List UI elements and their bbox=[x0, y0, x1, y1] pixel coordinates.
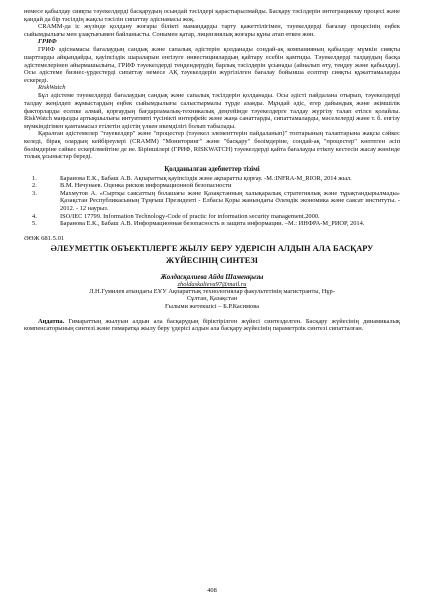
author-email-link[interactable]: zholdaskalieva97@mail.ru bbox=[177, 280, 247, 288]
reference-number: 3. bbox=[32, 189, 37, 197]
paragraph-4: Бұл әдістеме тәуекелдерді бағалаудың сандық және сапалық тәсілдерін қолданады. Осы әдісті пайдалана отырып, тәуекелдерді талдау жеңілдеп жұмыстардың еңбек сыйымдылығы салыстырмалы түрде азаяды. Мұндай әдіс, егер дайындық және әкімшілік факторларды есепке алмай, қорғаудың бағдарламалық-техникалық деңгейінде тәуекелдерге талдау жүргізу талап етілсе қолайлы. RiskWatch маңызды артықшылығы интуитивті түсінікті интерфейс және жаңа санаттарды, сипаттамаларды, мәселелерді және т. б. енгізу мүмкіндігімен қамтамасыз етілетін әдістің үлкен икемділігі болып табылады. bbox=[24, 92, 400, 130]
reference-number: 5. bbox=[32, 220, 37, 228]
abstract-text: Гимараттың жылуын алдын ала басқарудың біріктірілген жүйесі синтезделген. Басқару жүйесінің динамикалық компенсаторының синтезі және гимаратқа жылу беру үдерісі алдын ала басқару жүйесінің параметрлік синтезі сипатталған. bbox=[24, 317, 400, 333]
article-title-line-1: ӘЛЕУМЕТТІК ОБЪЕКТІЛЕРГЕ ЖЫЛУ БЕРУ УДЕРІСІН АЛДЫН АЛА БАСҚАРУ bbox=[50, 243, 374, 253]
reference-text: В.М. Нечунаев. Оценка рисков информационной безопасности bbox=[60, 182, 232, 190]
reference-item bbox=[24, 182, 400, 190]
paragraph-1: немесе қабылдау сияқты тәуекелдерді басқарудың осындай тәсілдері қарастырылмайды. Басқару тәсілдерін интеграциялау процесі және қандай да бір тәсілдің жақсы тәсілін сипаттау әдіснамасы жоқ. bbox=[24, 8, 400, 23]
reference-item bbox=[24, 220, 400, 228]
abstract-label: Аңдатпа. bbox=[38, 317, 65, 325]
supervisor: Ғылыми жетекшісі – Б.Р.Касимова bbox=[164, 303, 260, 311]
affiliation-line-2: Сұлтан, Қазақстан bbox=[186, 295, 238, 303]
author-name: Жолдасқалиева Айда Шаменқызы bbox=[160, 273, 264, 281]
reference-item bbox=[24, 175, 400, 183]
article-title-line-2: ЖҮЙЕСІНІҢ СИНТЕЗІ bbox=[165, 255, 259, 265]
affiliation-line-1: Л.Н.Гумилев атындағы ЕҰУ Ақпараттық технологиялар факультетінің магистранты, Нұр- bbox=[89, 287, 335, 295]
reference-item bbox=[24, 190, 400, 213]
abstract bbox=[24, 318, 400, 333]
udc-code: ӘӨЖ 681.5.01 bbox=[24, 234, 65, 242]
paragraph-3: ГРИФ әдіснамасы бағалаудың сандық және сапалық әдістерін қолданады сондай-ақ компанияның қабылдау мүмкін сияқты шарттарды айқындайды, қауіпсіздік шараларын енгізуге инвестициялардың қайтару есебін қамтиды. Тәуекелдерді талдаудың басқа әдістемелерінен айырмашылығы, ГРИФ тәуекелдерді теңдендерудің барлық тәсілдерін ұсынады (айналып өту, теңдеу және қабылдау). Осы әдістеме бизнес-үрдестерді сипаттау немесе АҚ тәуекелдерін жүргізілген бағалау бойынша есептер сияқты құжаттамаларды ескереді. bbox=[24, 46, 400, 84]
reference-text: Баранова Е.К., Бабаш А.В. Информационная безопасность и защита информации. –М.: ИНФРА-М_РИОР, 2014. bbox=[60, 220, 365, 228]
references-list bbox=[24, 175, 400, 228]
reference-item bbox=[24, 213, 400, 221]
paragraph-2: CRAMM-да іс жүзінде қолдану жоғары білікті мамандарды тарту қажеттілігімен, тәуекелдерді бағалау процесінің еңбек сыйымдылығы мен ұзақтығымен байланысты. Сонымен қатар, лицензиялық жоғары құны атап өткен жөн. bbox=[24, 23, 400, 38]
references-title: Қолданылған әдебиеттер тізімі bbox=[164, 165, 260, 173]
reference-text: Махмутов А. «Сыртқы саясаттың болашағы және Қазақстанның халықаралық стратегиялық және тұрақтандырылмады» Қазақстан Республикасының Тұңғыш Президенті - Елбасы Қоры жанындағы Әлемдік экономика және саясат институты. - 2012. - 12 наурыз. bbox=[60, 189, 400, 213]
subheading-grif: ГРИФ bbox=[38, 38, 57, 46]
subheading-riskwatch: RiskWatch bbox=[38, 84, 66, 92]
reference-text: Баранова Е.К., Бабаш А.В. Ақпараттық қауіпсіздік және ақпаратты қорғау. -М.:INFRA-M_RIOR, 2014 жыл. bbox=[60, 174, 352, 182]
page-number: 408 bbox=[207, 587, 217, 594]
reference-text: ISO/IEC 17799. Information Technology-Code of practic for information security management.2000. bbox=[60, 212, 320, 220]
reference-number: 2. bbox=[32, 182, 37, 190]
reference-number: 1. bbox=[32, 174, 37, 182]
reference-number: 4. bbox=[32, 212, 37, 220]
paragraph-5: Қаралған әдістемелер "тәуекелдер" және "процестер (тәуекел элементтерін пайдаланып)" топтарының талаптарына жақсы сәйкес келеді, бірақ олардың кейбіреулері (CRAMM) "Мониторинг" және "басқару" бөлімдеріне, сондай-ақ "процестер" көптеген әсіп бөлімдеріне сәйкес ескерілмейтіне де ие. Біріншілері (ГРИФ, RISKWATCH) тәуекелдерді қайта бағалауды етікпу кестесін жасау жөнінде толық ұсыныстар береді. bbox=[24, 130, 400, 161]
